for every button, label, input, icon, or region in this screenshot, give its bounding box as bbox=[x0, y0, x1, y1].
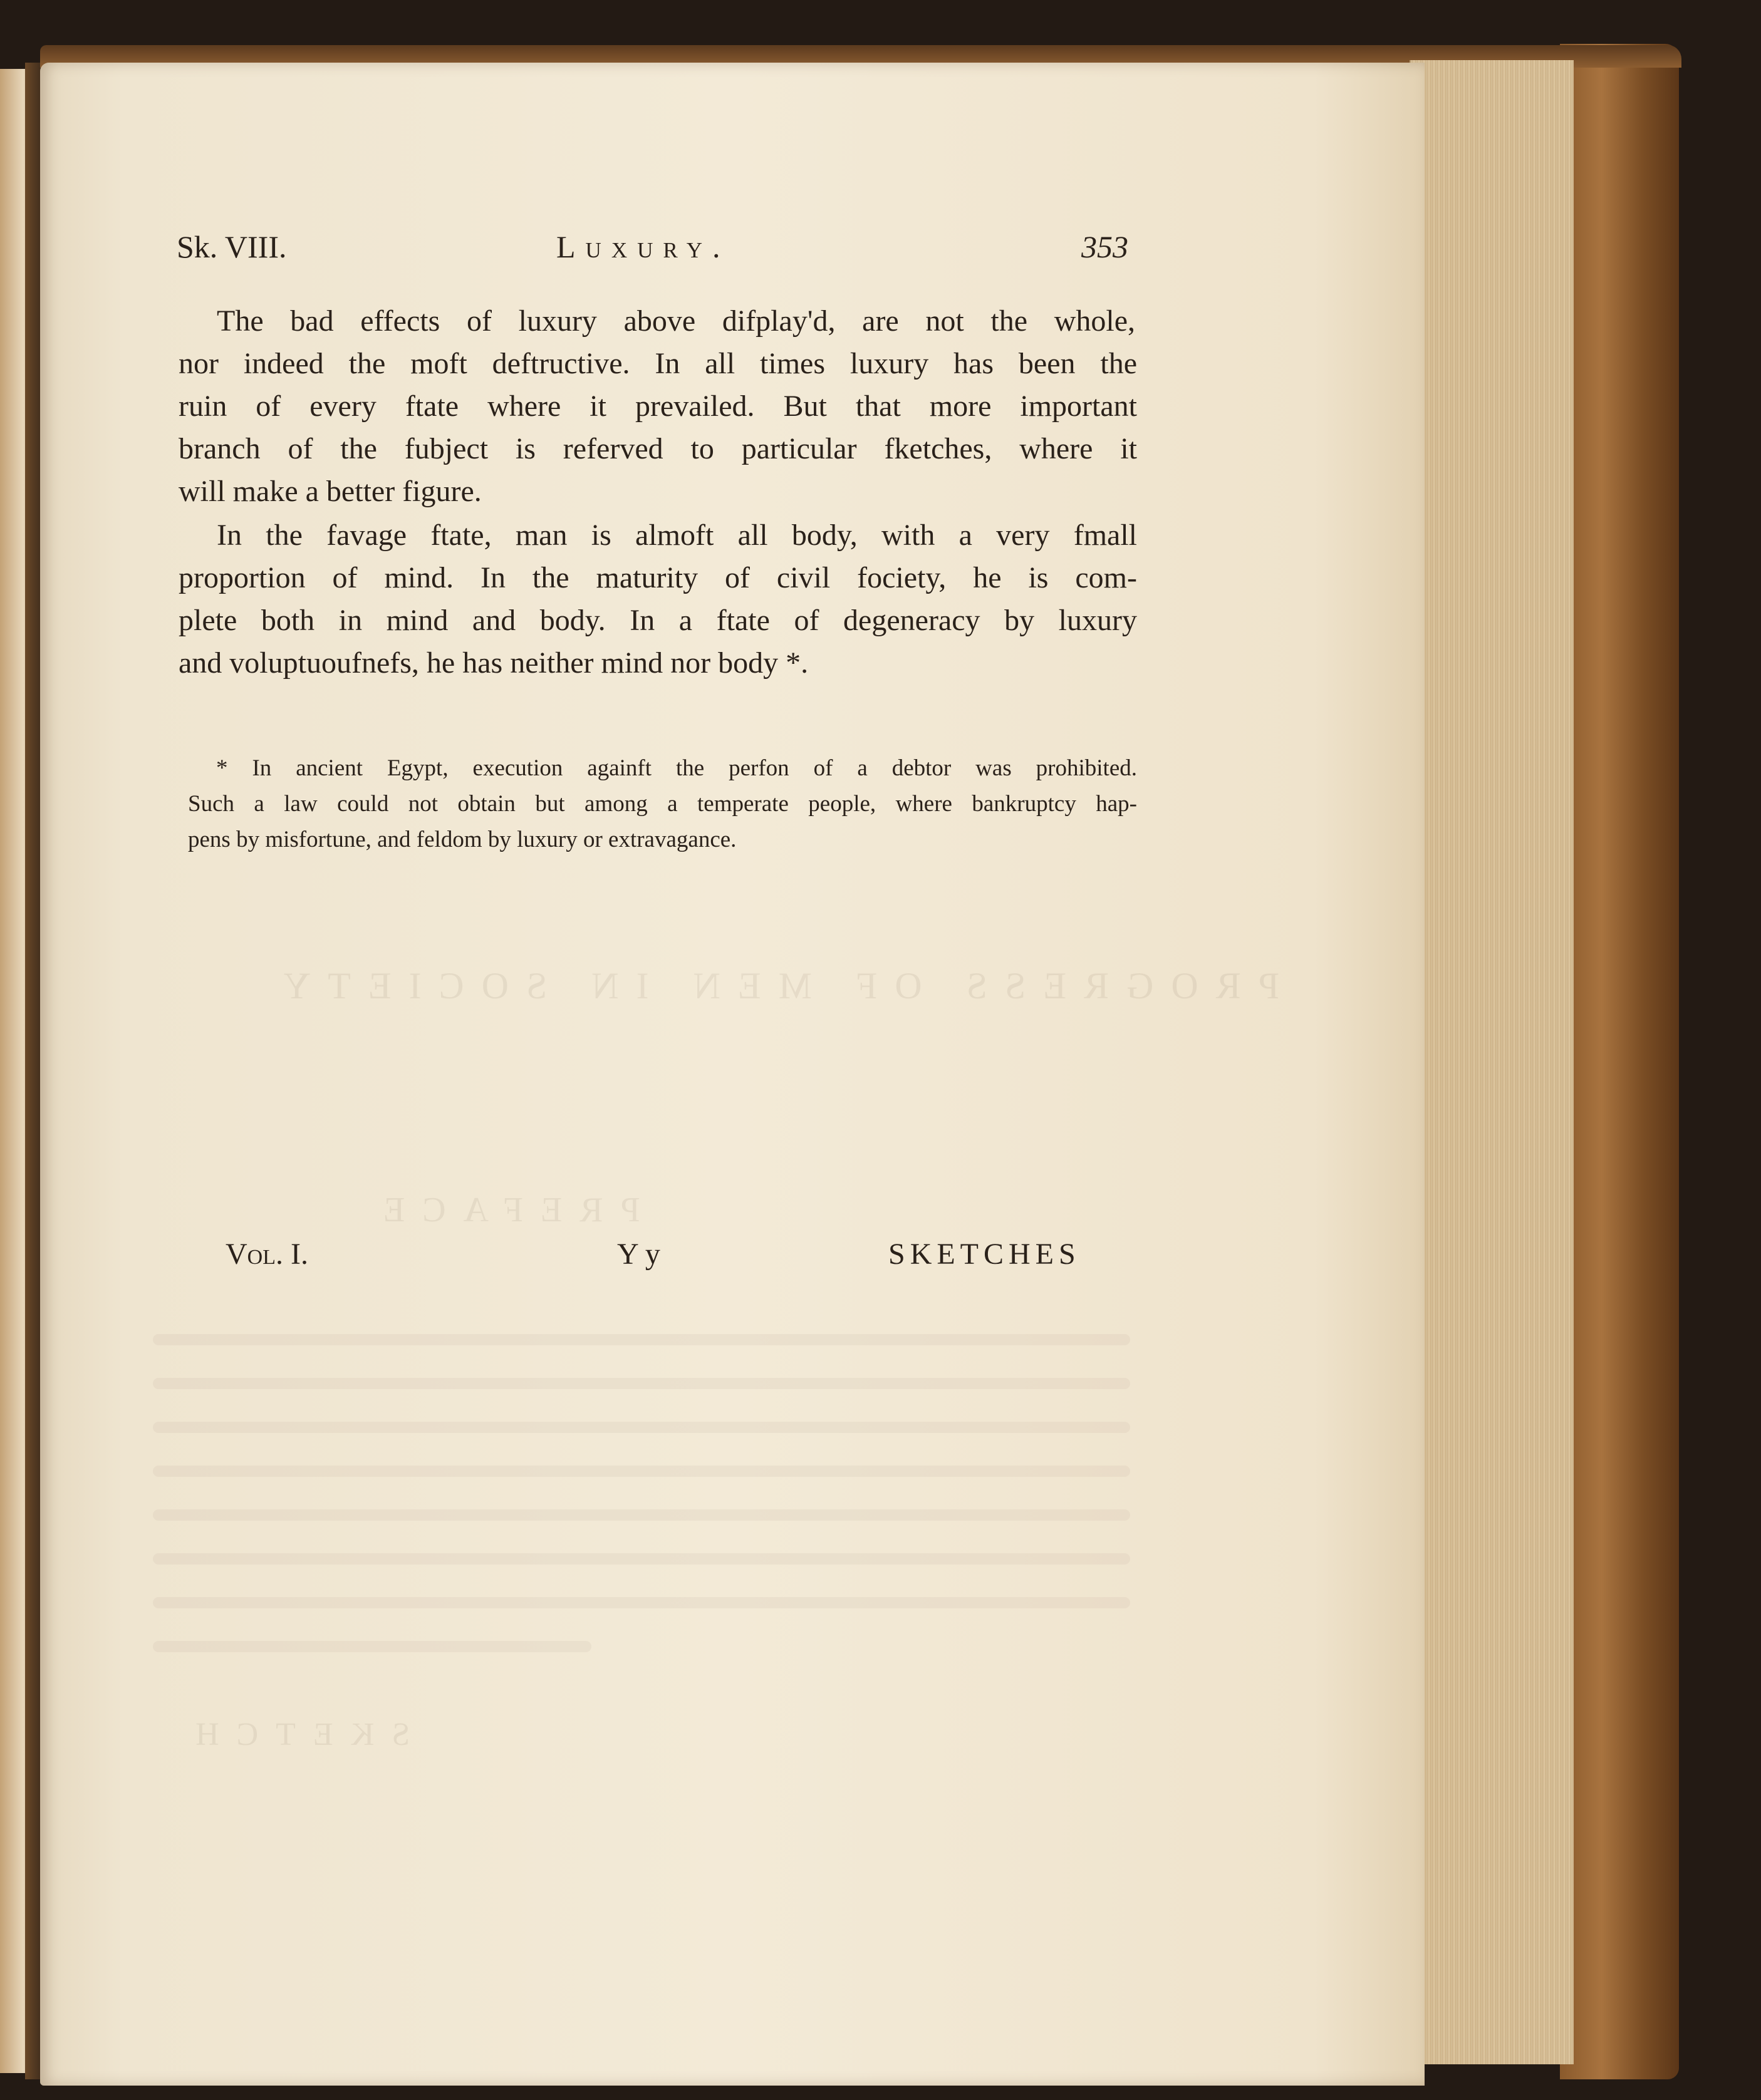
show-through-line bbox=[153, 1553, 1130, 1565]
show-through-line bbox=[153, 1641, 591, 1652]
show-through-line bbox=[153, 1422, 1130, 1433]
paragraph-line: The bad effects of luxury above difplay'd, are not the whole, bbox=[217, 304, 1135, 338]
show-through-line bbox=[153, 1378, 1130, 1389]
show-through-line bbox=[153, 1334, 1130, 1345]
show-through-line bbox=[153, 1509, 1130, 1521]
show-through-text: PREFACE bbox=[366, 1191, 640, 1229]
leather-cover bbox=[1560, 44, 1679, 2079]
show-through-line bbox=[153, 1466, 1130, 1477]
page-fore-edge bbox=[1410, 60, 1574, 2064]
show-through-line bbox=[153, 1597, 1130, 1608]
paragraph-line: In the favage ftate, man is almoft all body, with a very fmall bbox=[217, 519, 1137, 552]
signature-mark: Y y bbox=[617, 1238, 660, 1271]
paragraph-line: plete both in mind and body. In a ftate of degeneracy by luxury bbox=[179, 604, 1137, 637]
volume-label: Vol. I. bbox=[226, 1238, 308, 1271]
paragraph-line: nor indeed the moft deftructive. In all times luxury has been the bbox=[179, 347, 1137, 380]
catchword: SKETCHES bbox=[888, 1238, 1081, 1271]
paragraph-line: ruin of every ftate where it prevailed. But that more important bbox=[179, 390, 1137, 423]
running-title: Luxury. bbox=[556, 229, 730, 264]
paragraph-line: branch of the fubject is referved to particular fketches, where it bbox=[179, 432, 1137, 465]
paragraph-line: and voluptuoufnefs, he has neither mind nor body *. bbox=[179, 646, 809, 680]
paragraph-line: proportion of mind. In the maturity of civil fociety, he is com- bbox=[179, 561, 1137, 594]
page-number: 353 bbox=[1081, 229, 1128, 264]
footnote-line: * In ancient Egypt, execution againft the perfon of a debtor was prohibited. bbox=[216, 755, 1137, 781]
show-through-text: SKETCH bbox=[178, 1717, 410, 1752]
footnote-line: Such a law could not obtain but among a temperate people, where bankruptcy hap- bbox=[188, 791, 1137, 817]
show-through-text: PROGRESS OF MEN IN SOCIETY bbox=[266, 965, 1280, 1006]
paragraph-line: will make a better figure. bbox=[179, 475, 482, 508]
footnote-line: pens by misfortune, and feldom by luxury or extravagance. bbox=[188, 827, 737, 852]
section-label: Sk. VIII. bbox=[177, 229, 287, 264]
